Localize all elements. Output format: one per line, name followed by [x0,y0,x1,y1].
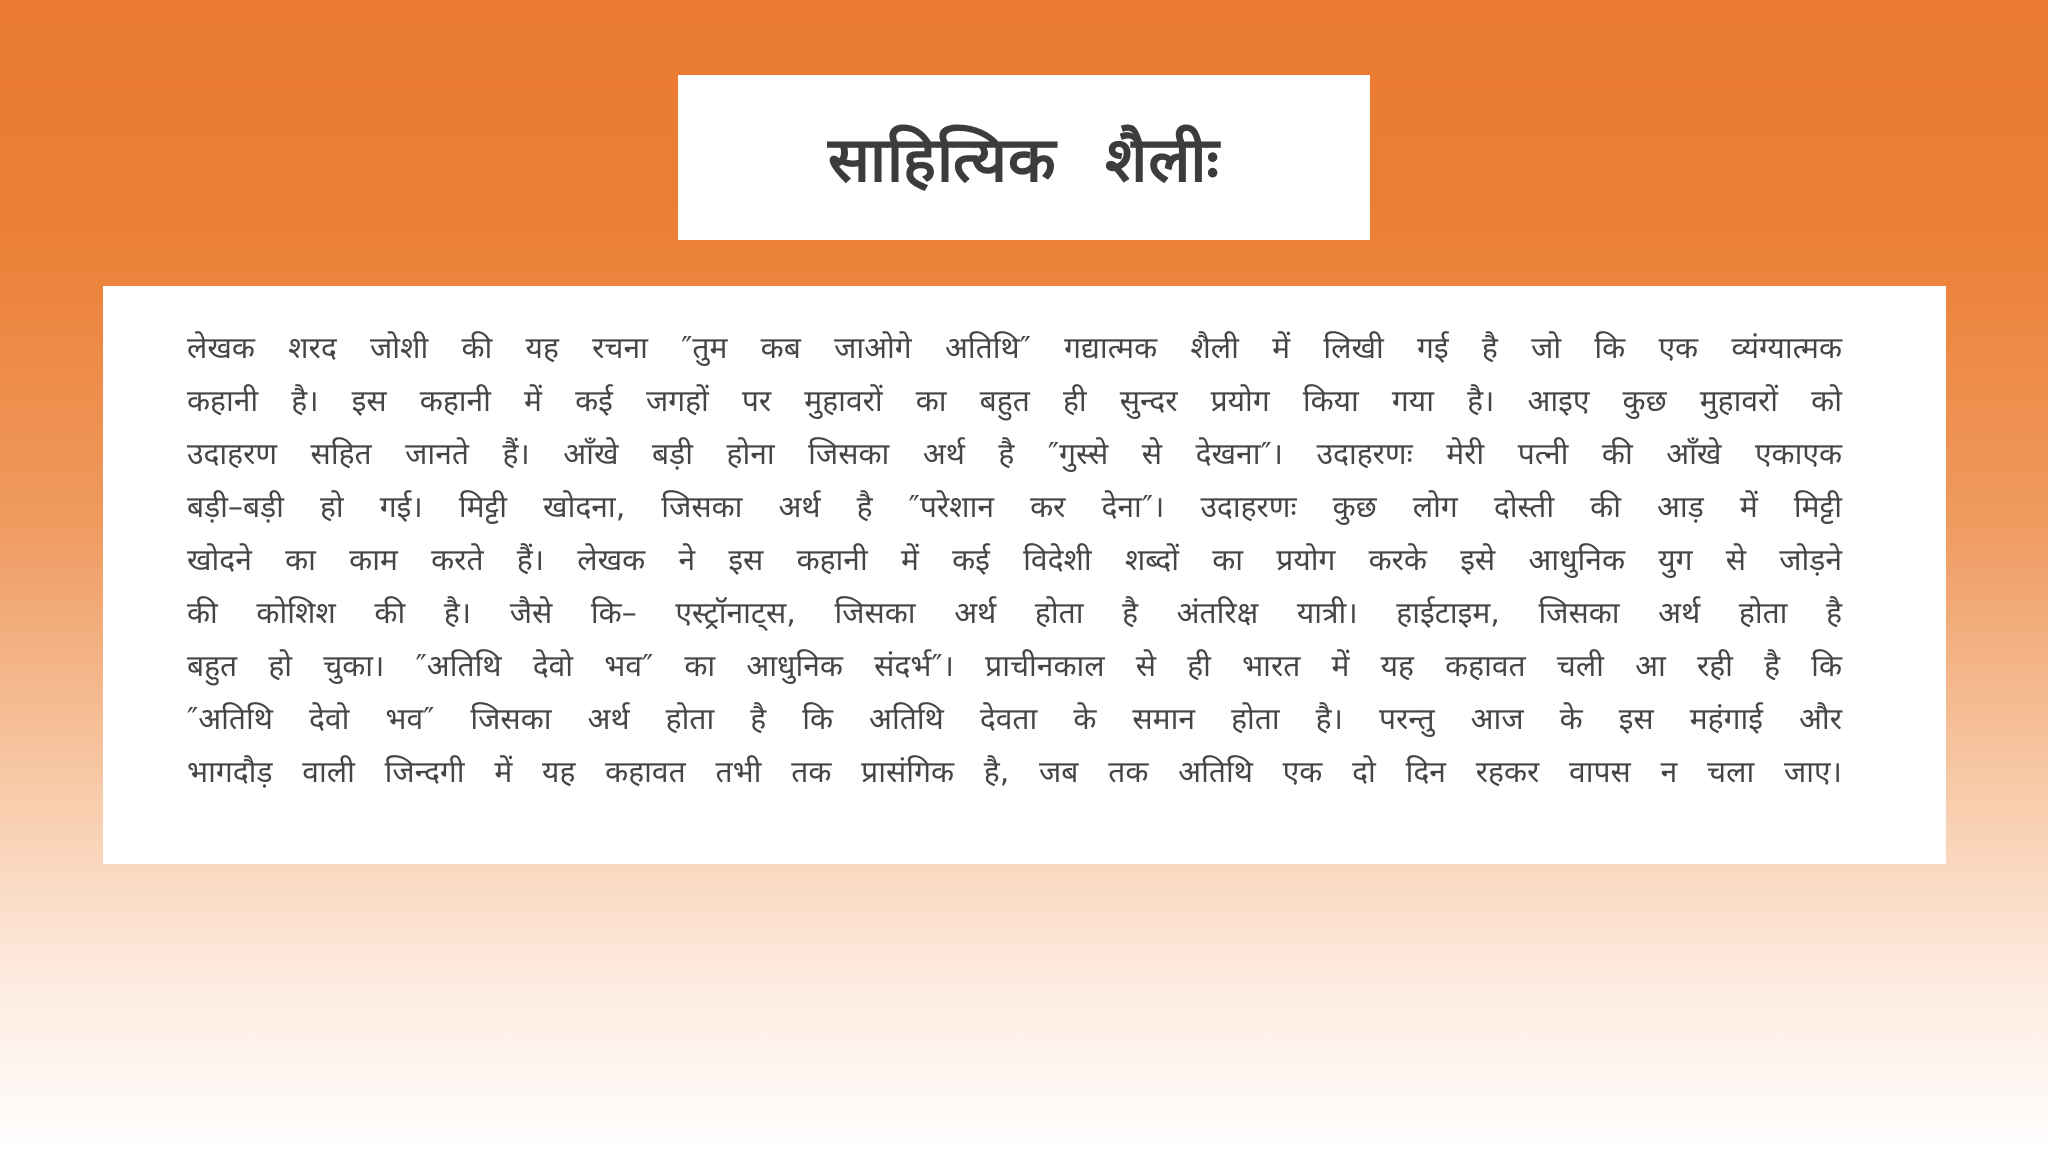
body-line-8: ″अतिथि देवो भव″ जिसका अर्थ होता है कि अतिथि देवता के समान होता है। परन्तु आज के इस महंगाई और [187,702,1842,737]
body-card [103,286,1946,864]
body-paragraph [187,322,1842,799]
body-line-7: बहुत हो चुका। ″अतिथि देवो भव″ का आधुनिक संदर्भ″। प्राचीनकाल से ही भारत में यह कहावत चली आ रही है कि [187,649,1842,684]
slide-title: साहित्यिक शैलीः [828,122,1220,196]
body-line-9: भागदौड़ वाली जिन्दगी में यह कहावत तभी तक प्रासंगिक है, जब तक अतिथि एक दो दिन रहकर वापस न चला जाए। [187,755,1842,790]
title-card [678,75,1370,240]
body-line-1: लेखक शरद जोशी की यह रचना ″तुम कब जाओगे अतिथि″ गद्यात्मक शैली में लिखी गई है जो कि एक व्यंग्यात्मक [187,331,1842,366]
body-line-3: उदाहरण सहित जानते हैं। आँखे बड़ी होना जिसका अर्थ है ″गुस्से से देखना″। उदाहरणः मेरी पत्नी की आँखे एकाएक [187,437,1842,472]
body-line-6: की कोशिश की है। जैसे कि– एस्ट्रॉनाट्स, जिसका अर्थ होता है अंतरिक्ष यात्री। हाईटाइम, जिसका अर्थ होता है [187,596,1842,631]
body-line-2: कहानी है। इस कहानी में कई जगहों पर मुहावरों का बहुत ही सुन्दर प्रयोग किया गया है। आइए कुछ मुहावरों को [187,384,1842,419]
body-line-5: खोदने का काम करते हैं। लेखक ने इस कहानी में कई विदेशी शब्दों का प्रयोग करके इसे आधुनिक युग से जोड़ने [187,543,1842,578]
body-line-4: बड़ी–बड़ी हो गई। मिट्टी खोदना, जिसका अर्थ है ″परेशान कर देना″। उदाहरणः कुछ लोग दोस्ती की आड़ में मिट्टी [187,490,1842,525]
